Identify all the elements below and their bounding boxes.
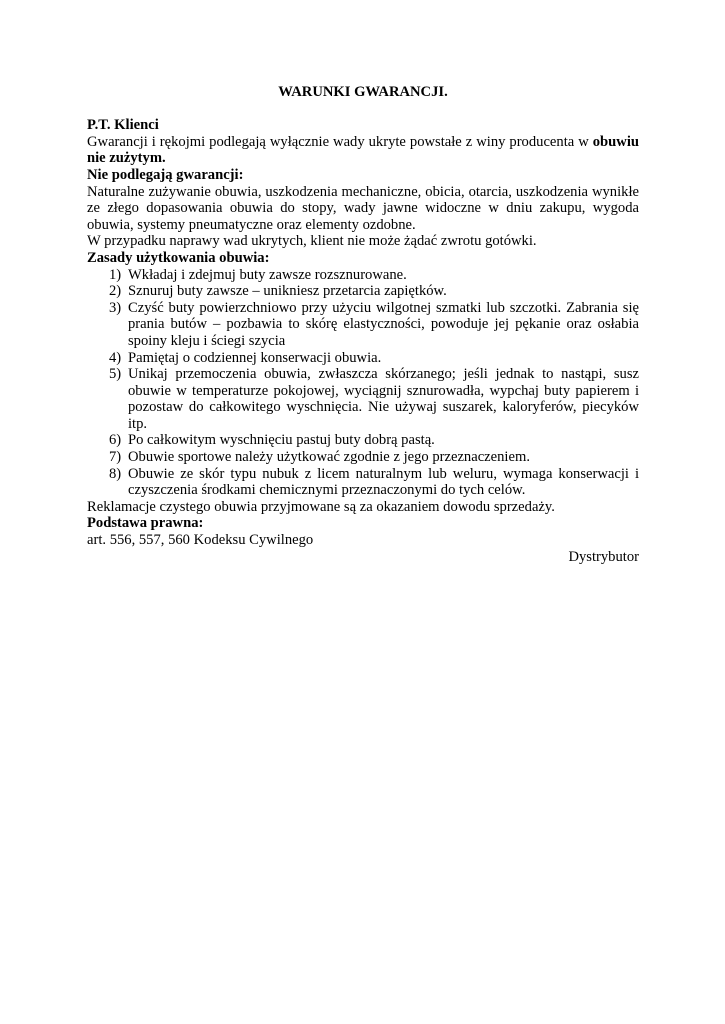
list-item-number: 4)	[109, 349, 122, 366]
legal-heading: Podstawa prawna:	[87, 515, 204, 532]
excluded-paragraph: Naturalne zużywanie obuwia, uszkodzenia mechaniczne, obicia, otarcia, uszkodzenia wynikłe ze złego dopasowania obuwia do stopy, wady jawne widoczne w dniu zakupu, wygoda obuwia, systemy pneumatyczne oraz elementy ozdobne.	[87, 183, 639, 233]
list-item-number: 5)	[109, 366, 122, 383]
list-item-number: 3)	[109, 299, 122, 316]
list-item-text: Obuwie sportowe należy użytkować zgodnie z jego przeznaczeniem.	[128, 449, 530, 466]
list-item	[87, 283, 639, 300]
list-item	[87, 466, 639, 499]
list-item	[87, 449, 639, 466]
intro-text: Gwarancji i rękojmi podlegają wyłącznie wady ukryte powstałe z winy producenta w	[87, 133, 593, 150]
list-item-number: 8)	[109, 465, 122, 482]
list-item-text: Unikaj przemoczenia obuwia, zwłaszcza skórzanego; jeśli jednak to nastąpi, susz obuwie w temperaturze pokojowej, wyciągnij sznurowadła, wypchaj buty papierem i pozostaw do całkowitego wyschnięcia. Nie używaj suszarek, kaloryferów, piecyków itp.	[128, 366, 639, 432]
intro-paragraph	[87, 134, 639, 167]
intro-bold-text: obuwiu nie zużytym.	[87, 133, 639, 167]
list-item	[87, 432, 639, 449]
complaints-paragraph: Reklamacje czystego obuwia przyjmowane są za okazaniem dowodu sprzedaży.	[87, 498, 555, 515]
list-item-text: Po całkowitym wyschnięciu pastuj buty dobrą pastą.	[128, 432, 435, 449]
document-title: WARUNKI GWARANCJI.	[278, 84, 448, 100]
list-item	[87, 366, 639, 432]
list-item-number: 1)	[109, 266, 122, 283]
refund-paragraph: W przypadku naprawy wad ukrytych, klient nie może żądać zwrotu gotówki.	[87, 233, 537, 250]
list-item-text: Wkładaj i zdejmuj buty zawsze rozsznurowane.	[128, 266, 407, 283]
legal-text: art. 556, 557, 560 Kodeksu Cywilnego	[87, 532, 314, 549]
list-item-number: 6)	[109, 432, 122, 449]
list-item-number: 7)	[109, 449, 122, 466]
signature: Dystrybutor	[568, 548, 639, 565]
list-item-number: 2)	[109, 283, 122, 300]
list-item-text: Pamiętaj o codziennej konserwacji obuwia.	[128, 349, 382, 366]
list-item-text: Sznuruj buty zawsze – unikniesz przetarcia zapiętków.	[128, 283, 447, 300]
list-item	[87, 267, 639, 284]
excluded-heading: Nie podlegają gwarancji:	[87, 166, 244, 183]
rules-heading: Zasady użytkowania obuwia:	[87, 249, 270, 266]
list-item-text: Obuwie ze skór typu nubuk z licem naturalnym lub weluru, wymaga konserwacji i czyszczenia środkami chemicznymi przeznaczonymi do tych celów.	[128, 465, 639, 499]
rules-list	[87, 267, 639, 499]
list-item	[87, 350, 639, 367]
list-item-text: Czyść buty powierzchniowo przy użyciu wilgotnej szmatki lub szczotki. Zabrania się prania butów – pozbawia to skórę elastyczności, powoduje jej pękanie oraz osłabia spoiny kleju i ściegi szycia	[128, 299, 639, 349]
greeting: P.T. Klienci	[87, 117, 159, 134]
list-item	[87, 300, 639, 350]
warranty-document	[87, 84, 639, 565]
